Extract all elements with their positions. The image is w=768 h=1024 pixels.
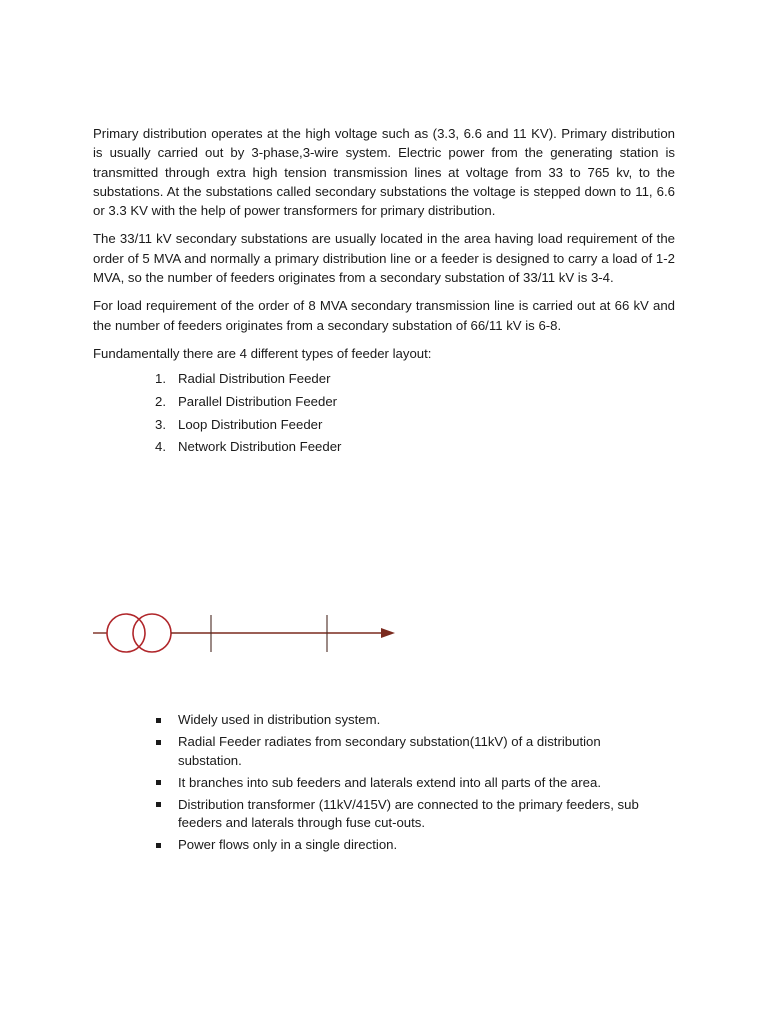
feeder-types-list — [93, 368, 675, 459]
square-bullet-icon — [155, 796, 178, 833]
list-item — [155, 796, 675, 833]
list-number: 2. — [155, 393, 166, 409]
list-number: 1. — [155, 371, 166, 387]
arrow-head-icon — [381, 628, 395, 638]
bullet-text: Power flows only in a single direction. — [178, 837, 398, 852]
list-item-label: Radial Distribution Feeder — [178, 371, 331, 387]
radial-feeder-bullets — [155, 711, 675, 858]
bullet-text: It branches into sub feeders and laterals extend into all parts of the area. — [178, 774, 601, 790]
paragraph-66-kv-load: For load requirement of the order of 8 MVA secondary transmission line is carried out at 66 kV and the number of feeders originates from a secondary substation of 66/11 kV is 6-8. — [93, 298, 675, 333]
list-number: 3. — [155, 416, 166, 432]
square-bullet-icon — [155, 836, 178, 855]
radial-feeder-diagram — [93, 608, 403, 658]
list-item — [155, 774, 675, 793]
list-item — [155, 733, 675, 770]
transformer-winding-secondary-icon — [133, 614, 171, 652]
paragraph-primary-distribution: Primary distribution operates at the high voltage such as (3.3, 6.6 and 11 KV). Primary distribution is usually carried out by 3-phase,3-wire system. Electric power from the generating station is transmitted through extra high tension transmission lines at voltage from 33 to 765 kv, to the substations. At the substations called secondary substations the voltage is stepped down to 11, 6.6 or 3.3 KV with the help of power transformers for primary distribution. — [93, 126, 675, 219]
document-body — [93, 124, 675, 459]
list-item — [155, 391, 675, 414]
list-item — [155, 414, 675, 437]
list-number: 4. — [155, 439, 166, 455]
list-item — [155, 711, 675, 730]
bullet-text: Widely used in distribution system. — [178, 712, 381, 727]
square-bullet-icon — [155, 711, 178, 730]
paragraph-feeder-layout-intro: Fundamentally there are 4 different types of feeder layout: — [93, 345, 432, 361]
list-item-label: Network Distribution Feeder — [178, 439, 342, 455]
list-item-label: Parallel Distribution Feeder — [178, 393, 338, 409]
square-bullet-icon — [155, 733, 178, 770]
bullet-text: Radial Feeder radiates from secondary substation(11kV) of a distribution substation. — [178, 734, 601, 768]
paragraph-33-11-substations: The 33/11 kV secondary substations are usually located in the area having load requirement of the order of 5 MVA and normally a primary distribution line or a feeder is designed to carry a load of 1-2 MVA, so the number of feeders originates from a secondary substation of 33/11 kV is 3-4. — [93, 231, 675, 286]
bullet-text: Distribution transformer (11kV/415V) are connected to the primary feeders, sub feeders and laterals through fuse cut-outs. — [178, 796, 639, 830]
list-item — [155, 436, 675, 459]
list-item-label: Loop Distribution Feeder — [178, 416, 323, 432]
square-bullet-icon — [155, 774, 178, 793]
list-item — [155, 368, 675, 391]
list-item — [155, 836, 675, 855]
